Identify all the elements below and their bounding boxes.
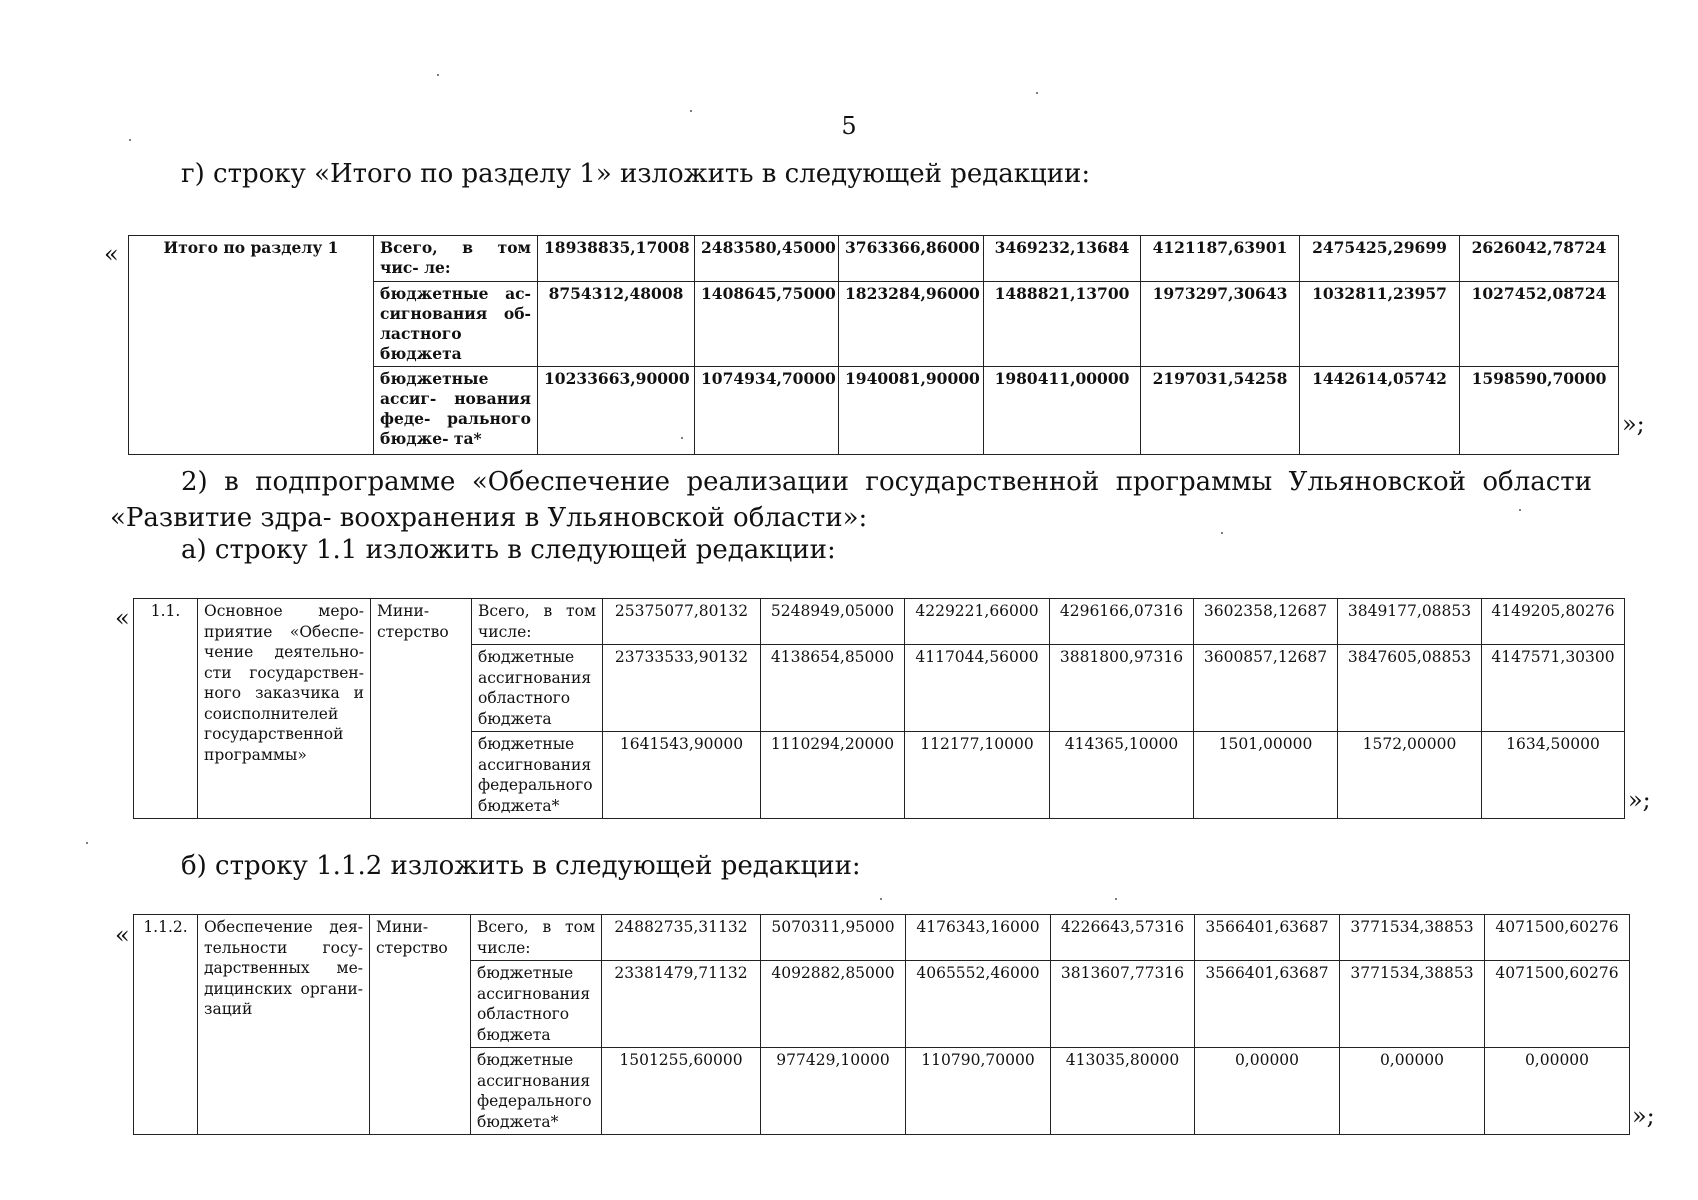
cell: 3881800,97316	[1050, 645, 1194, 732]
cell: 4296166,07316	[1050, 599, 1194, 645]
cell: 4117044,56000	[905, 645, 1050, 732]
cell: 1572,00000	[1338, 732, 1482, 819]
scan-speck	[1221, 532, 1223, 534]
cell: 3771534,38853	[1340, 915, 1485, 961]
cell: 3566401,63687	[1195, 915, 1340, 961]
cell: 1501255,60000	[602, 1048, 761, 1135]
cell: 1488821,13700	[984, 282, 1141, 367]
table-total-section-1	[128, 235, 1619, 455]
cell: 2475425,29699	[1300, 236, 1460, 282]
cell: 414365,10000	[1050, 732, 1194, 819]
cell: 3602358,12687	[1194, 599, 1338, 645]
open-quote: «	[115, 604, 130, 632]
section-a-heading: а) строку 1.1 изложить в следующей редакции:	[181, 535, 836, 565]
row-label: бюджетные ассигнования областного бюджета	[471, 961, 602, 1048]
row-label: бюджетные ас- сигнования об- ластного бюджета	[374, 282, 538, 367]
cell: 4226643,57316	[1051, 915, 1195, 961]
cell: 23733533,90132	[603, 645, 761, 732]
cell: 3847605,08853	[1338, 645, 1482, 732]
cell: 3763366,86000	[839, 236, 984, 282]
cell: 4071500,60276	[1485, 915, 1630, 961]
row-label: бюджетные ассиг- нования феде- рального бюдже- та*	[374, 367, 538, 455]
table-row-1-1	[133, 598, 1625, 819]
cell: 4229221,66000	[905, 599, 1050, 645]
cell: 413035,80000	[1051, 1048, 1195, 1135]
scan-speck	[1036, 92, 1038, 94]
row-code: 1.1.	[134, 599, 198, 819]
row-title: Основное меро- приятие «Обеспе- чение деятельно- сти государствен- ного заказчика и соисполнителей государственной программы»	[198, 599, 371, 819]
cell: 4092882,85000	[761, 961, 906, 1048]
cell: 4071500,60276	[1485, 961, 1630, 1048]
cell: 112177,10000	[905, 732, 1050, 819]
row-label: бюджетные ассигнования областного бюджета	[472, 645, 603, 732]
executor: Мини- стерство	[371, 599, 472, 819]
cell: 23381479,71132	[602, 961, 761, 1048]
row-title: Обеспечение дея- тельности госу- дарственных ме- дицинских органи- заций	[198, 915, 370, 1135]
row-label: бюджетные ассигнования федерального бюджета*	[472, 732, 603, 819]
cell: 3469232,13684	[984, 236, 1141, 282]
cell: 2197031,54258	[1141, 367, 1300, 455]
cell: 3771534,38853	[1340, 961, 1485, 1048]
cell: 1641543,90000	[603, 732, 761, 819]
executor: Мини- стерство	[370, 915, 471, 1135]
page-number: 5	[841, 112, 857, 140]
cell: 3600857,12687	[1194, 645, 1338, 732]
cell: 24882735,31132	[602, 915, 761, 961]
cell: 1110294,20000	[761, 732, 905, 819]
row-code: 1.1.2.	[134, 915, 198, 1135]
scan-speck	[86, 842, 88, 844]
total-label: Итого по разделу 1	[129, 236, 374, 455]
row-label: бюджетные ассигнования федерального бюджета*	[471, 1048, 602, 1135]
close-quote: »;	[1632, 1102, 1655, 1130]
cell: 1634,50000	[1482, 732, 1625, 819]
row-label: Всего, в том числе:	[471, 915, 602, 961]
open-quote: «	[104, 240, 119, 268]
cell: 4149205,80276	[1482, 599, 1625, 645]
cell: 4121187,63901	[1141, 236, 1300, 282]
cell: 1973297,30643	[1141, 282, 1300, 367]
cell: 1027452,08724	[1460, 282, 1619, 367]
cell: 2483580,45000	[695, 236, 839, 282]
cell: 4147571,30300	[1482, 645, 1625, 732]
cell: 1501,00000	[1194, 732, 1338, 819]
cell: 2626042,78724	[1460, 236, 1619, 282]
cell: 110790,70000	[906, 1048, 1051, 1135]
row-label: Всего, в том числе:	[472, 599, 603, 645]
cell: 18938835,17008	[538, 236, 695, 282]
scan-speck	[690, 110, 692, 112]
close-quote: »;	[1622, 410, 1645, 438]
paragraph-2: 2) в подпрограмме «Обеспечение реализации государственной программы Ульяновской области «Развитие здра- воохранения в Ульяновской области»:	[110, 467, 1592, 533]
cell: 1980411,00000	[984, 367, 1141, 455]
scan-speck	[1519, 509, 1521, 511]
scan-speck	[1115, 898, 1117, 900]
cell: 0,00000	[1485, 1048, 1630, 1135]
open-quote: «	[115, 921, 130, 949]
cell: 977429,10000	[761, 1048, 906, 1135]
cell: 1940081,90000	[839, 367, 984, 455]
cell: 3813607,77316	[1051, 961, 1195, 1048]
row-label: Всего, в том чис- ле:	[374, 236, 538, 282]
cell: 5070311,95000	[761, 915, 906, 961]
cell: 1442614,05742	[1300, 367, 1460, 455]
cell: 1598590,70000	[1460, 367, 1619, 455]
section-b-heading: б) строку 1.1.2 изложить в следующей редакции:	[181, 851, 861, 881]
scan-speck	[129, 139, 131, 141]
scan-speck	[880, 898, 882, 900]
cell: 10233663,90000	[538, 367, 695, 455]
cell: 4176343,16000	[906, 915, 1051, 961]
scan-speck	[681, 437, 683, 439]
cell: 25375077,80132	[603, 599, 761, 645]
cell: 4065552,46000	[906, 961, 1051, 1048]
cell: 3566401,63687	[1195, 961, 1340, 1048]
cell: 0,00000	[1195, 1048, 1340, 1135]
cell: 1032811,23957	[1300, 282, 1460, 367]
cell: 1074934,70000	[695, 367, 839, 455]
section-g-heading: г) строку «Итого по разделу 1» изложить в следующей редакции:	[181, 159, 1091, 189]
scan-speck	[437, 74, 439, 76]
cell: 5248949,05000	[761, 599, 905, 645]
cell: 1823284,96000	[839, 282, 984, 367]
cell: 0,00000	[1340, 1048, 1485, 1135]
table-row-1-1-2	[133, 914, 1630, 1135]
cell: 3849177,08853	[1338, 599, 1482, 645]
close-quote: »;	[1628, 786, 1651, 814]
cell: 4138654,85000	[761, 645, 905, 732]
cell: 8754312,48008	[538, 282, 695, 367]
cell: 1408645,75000	[695, 282, 839, 367]
